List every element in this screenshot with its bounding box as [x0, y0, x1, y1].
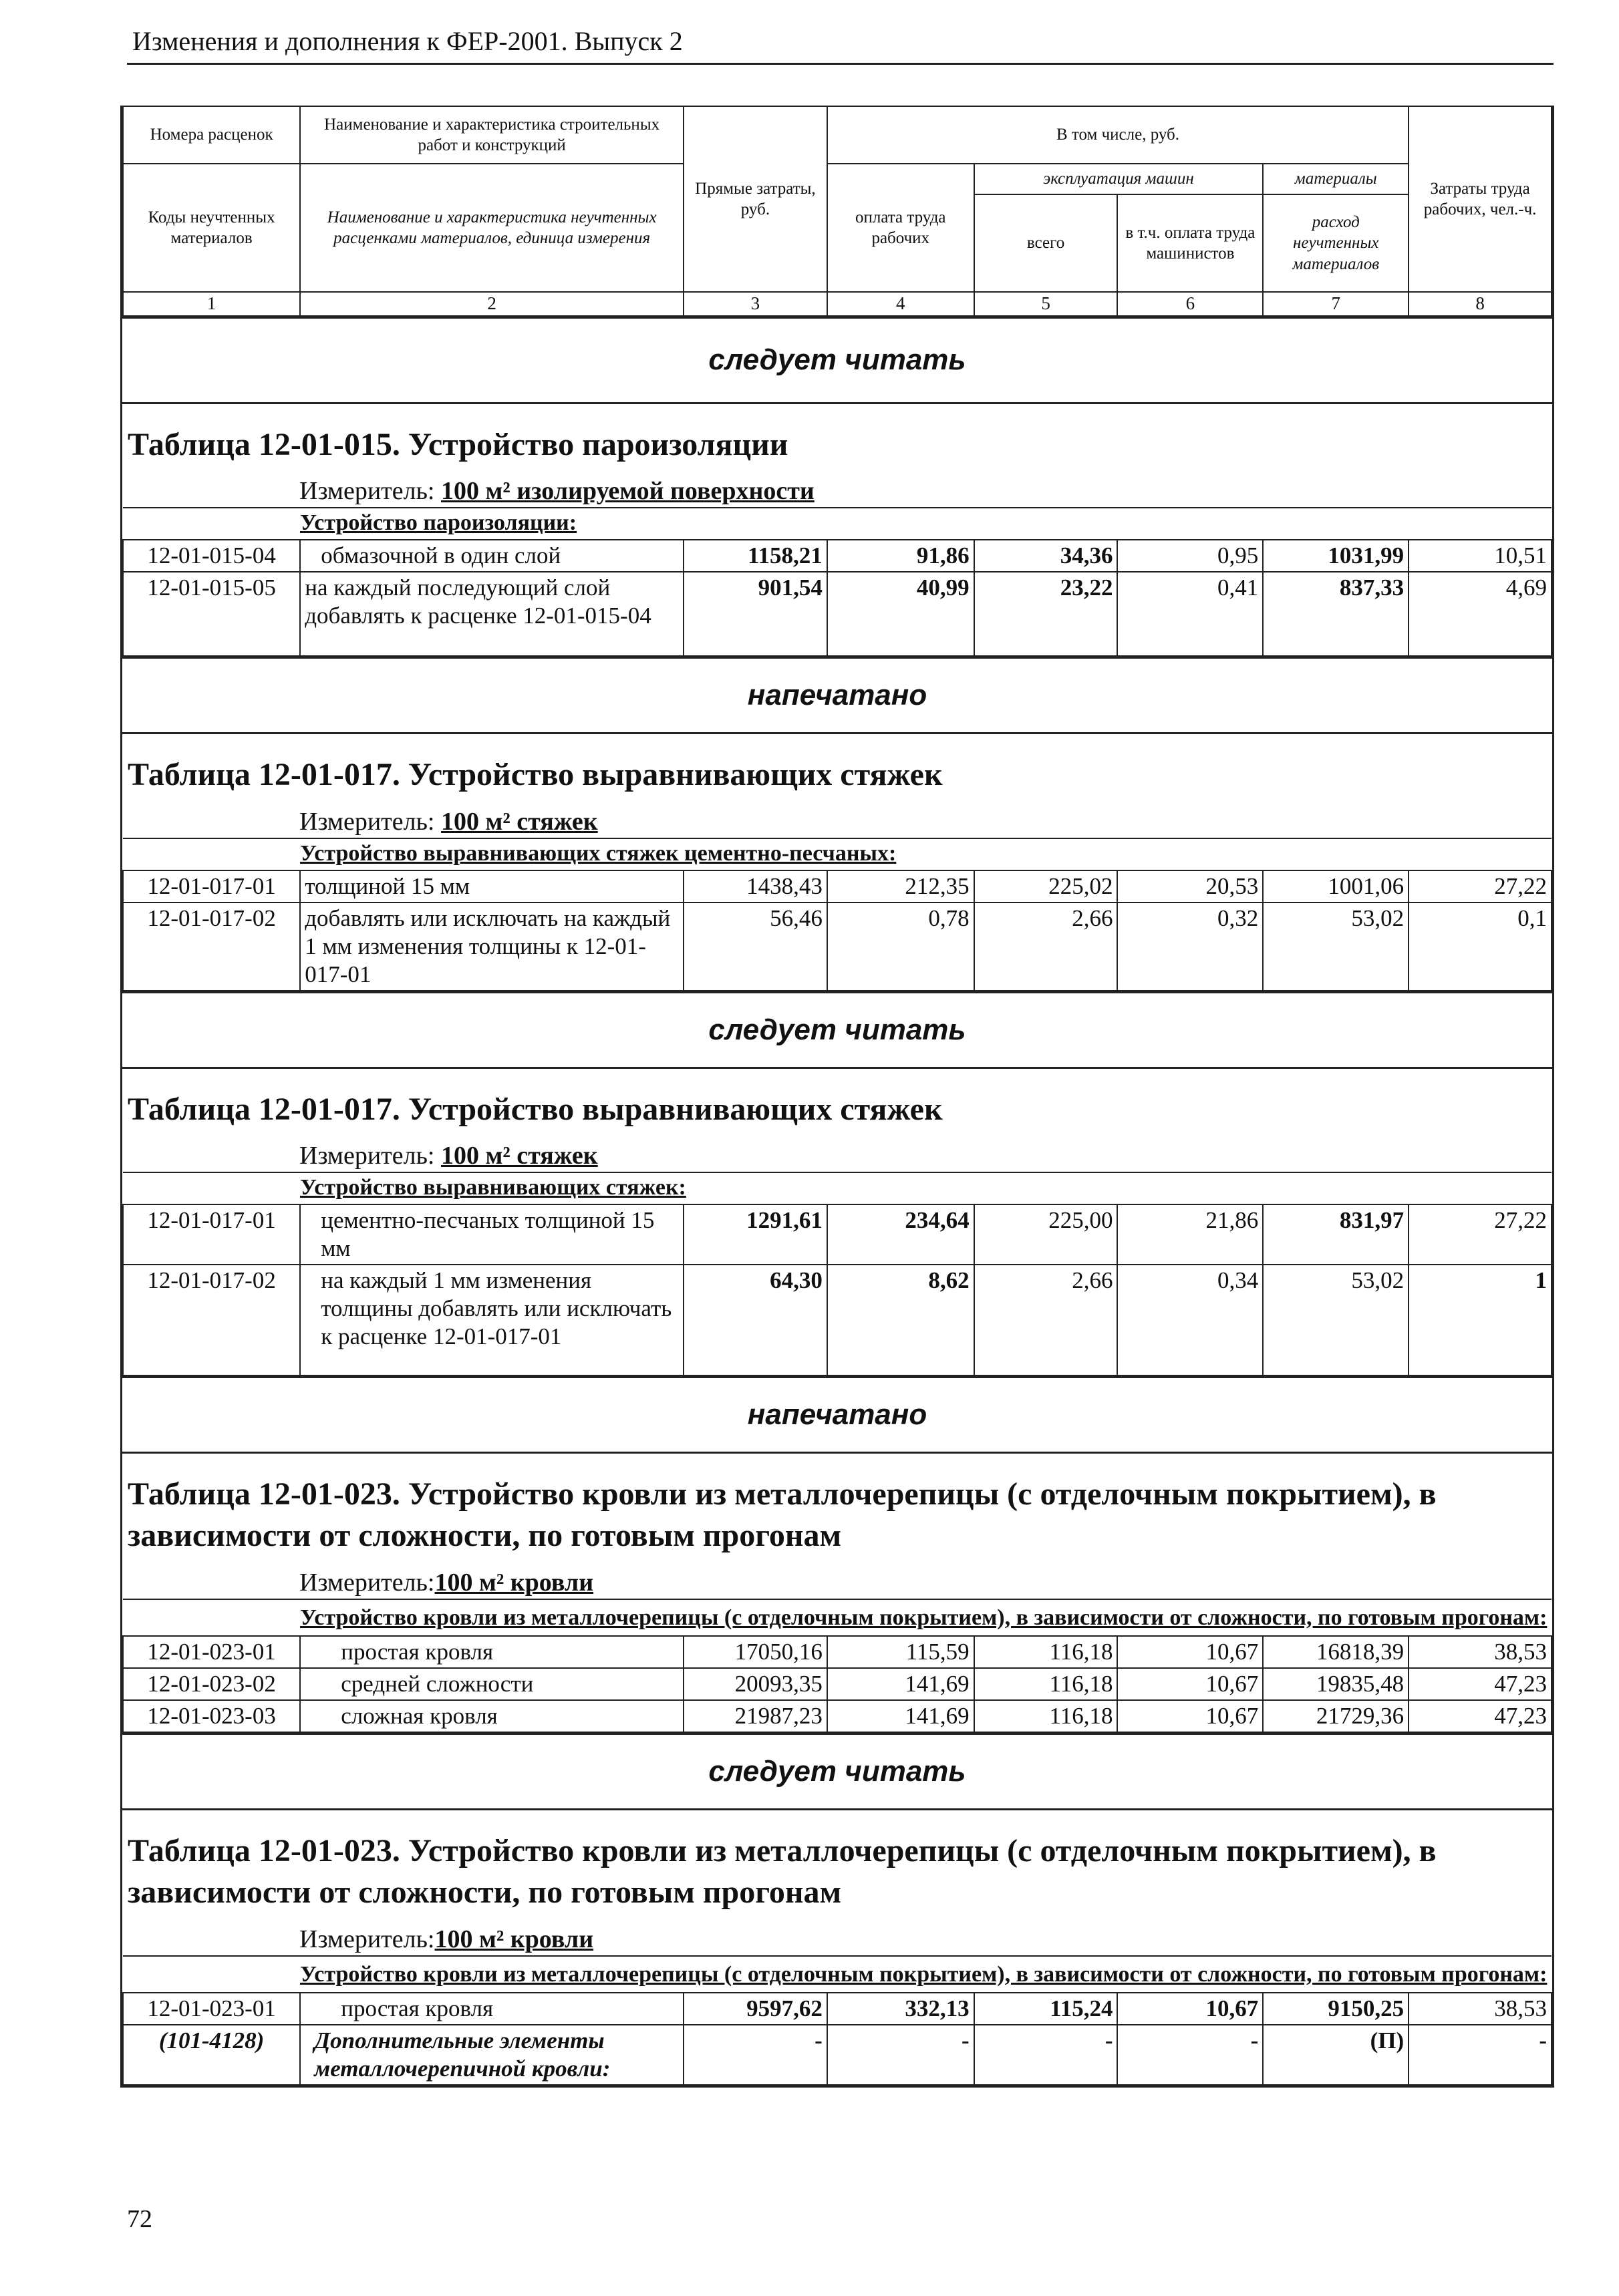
cell-value: -: [684, 2025, 827, 2085]
col-machinist-wages: в т.ч. оплата труда машинистов: [1117, 194, 1263, 292]
cell-value: 10,67: [1117, 1700, 1263, 1732]
cell-value: 115,59: [827, 1636, 974, 1668]
cell-value: 225,00: [974, 1204, 1118, 1265]
cell-value: 16818,39: [1263, 1636, 1409, 1668]
cell-value: 34,36: [974, 540, 1118, 572]
cell-value: 141,69: [827, 1700, 974, 1732]
cell-value: 10,67: [1117, 1636, 1263, 1668]
rates-table: [122, 1599, 1552, 1733]
cell-value: 21987,23: [684, 1700, 827, 1732]
rate-name: цементно-песчаных толщиной 15 мм: [300, 1204, 684, 1265]
group-title: Устройство кровли из металлочерепицы (с отделочным покрытием), в зависимости от сложности, по готовым прогонам:: [123, 1599, 1552, 1636]
cell-value: 332,13: [827, 1993, 974, 2025]
cell-value: 4,69: [1409, 572, 1552, 656]
rate-name: на каждый 1 мм изменения толщины добавлять или исключать к расценке 12-01-017-01: [300, 1265, 684, 1375]
material-code: (101-4128): [123, 2025, 300, 2085]
measure-prefix: Измеритель:: [299, 477, 441, 506]
cell-value: 38,53: [1409, 1993, 1552, 2025]
band-read: следует читать: [122, 1733, 1552, 1808]
band-read: следует читать: [122, 317, 1552, 402]
page-header: Изменения и дополнения к ФЕР-2001. Выпуск 2: [132, 26, 683, 56]
rate-code: 12-01-023-01: [123, 1993, 300, 2025]
rate-code: 12-01-017-01: [123, 1204, 300, 1265]
cell-value: 23,22: [974, 572, 1118, 656]
cell-value: 1001,06: [1263, 870, 1409, 903]
measure-unit: [122, 474, 1552, 507]
section-title: Таблица 12-01-015. Устройство пароизоляции: [122, 402, 1552, 474]
cell-value: 1158,21: [684, 540, 827, 572]
rate-code: 12-01-023-03: [123, 1700, 300, 1732]
col-rate-number: Номера расценок: [123, 106, 300, 164]
measure-unit: [122, 804, 1552, 838]
cell-value: 116,18: [974, 1636, 1118, 1668]
table-row: [123, 903, 1552, 991]
material-name: Дополнительные элементы металлочерепичной кровли:: [300, 2025, 684, 2085]
group-title: Устройство выравнивающих стяжек:: [123, 1172, 1552, 1204]
table-row: [123, 540, 1552, 572]
measure-value: 100 м² кровли: [434, 1568, 594, 1597]
cell-value: 64,30: [684, 1265, 827, 1375]
cell-value: 1291,61: [684, 1204, 827, 1265]
col-num: 6: [1117, 292, 1263, 316]
rate-code: 12-01-023-01: [123, 1636, 300, 1668]
cell-value: 0,41: [1117, 572, 1263, 656]
table-row: [123, 1204, 1552, 1265]
col-num: 8: [1409, 292, 1552, 316]
cell-value: 10,67: [1117, 1668, 1263, 1700]
rate-name: сложная кровля: [300, 1700, 684, 1732]
cell-value: 56,46: [684, 903, 827, 991]
band-read: следует читать: [122, 991, 1552, 1067]
rates-table: [122, 838, 1552, 991]
table-row: [123, 1265, 1552, 1375]
section-title: Таблица 12-01-017. Устройство выравнивающих стяжек: [122, 732, 1552, 804]
cell-value: 116,18: [974, 1700, 1118, 1732]
cell-value: 9150,25: [1263, 1993, 1409, 2025]
cell-value: 53,02: [1263, 903, 1409, 991]
band-printed: напечатано: [122, 657, 1552, 732]
cell-value: 38,53: [1409, 1636, 1552, 1668]
cell-value: 9597,62: [684, 1993, 827, 2025]
measure-value: 100 м² стяжек: [441, 1141, 598, 1170]
cell-value: 0,34: [1117, 1265, 1263, 1375]
measure-unit: [122, 1922, 1552, 1955]
cell-value: 17050,16: [684, 1636, 827, 1668]
page-number: 72: [127, 2205, 152, 2233]
cell-value: 21,86: [1117, 1204, 1263, 1265]
group-title: Устройство пароизоляции:: [123, 508, 1552, 540]
cell-value: 0,1: [1409, 903, 1552, 991]
cell-value: 91,86: [827, 540, 974, 572]
rate-code: 12-01-015-05: [123, 572, 300, 656]
cell-value: 27,22: [1409, 870, 1552, 903]
measure-unit: [122, 1138, 1552, 1172]
cell-value: 20093,35: [684, 1668, 827, 1700]
rate-name: на каждый последующий слой добавлять к расценке 12-01-015-04: [300, 572, 684, 656]
measure-value: 100 м² кровли: [434, 1925, 594, 1953]
rate-code: 12-01-017-02: [123, 1265, 300, 1375]
cell-value: 1: [1409, 1265, 1552, 1375]
col-material-name: Наименование и характеристика неучтенных расценками материалов, единица измерения: [300, 164, 684, 292]
rates-table: [122, 1955, 1552, 2086]
table-row: [123, 1636, 1552, 1668]
column-header-table: [122, 106, 1552, 317]
col-work-name: Наименование и характеристика строительных работ и конструкций: [300, 106, 684, 164]
table-row: [123, 1700, 1552, 1732]
col-num: 5: [974, 292, 1118, 316]
table-row: [123, 1993, 1552, 2025]
rate-code: 12-01-023-02: [123, 1668, 300, 1700]
cell-value: 10,51: [1409, 540, 1552, 572]
group-title: Устройство кровли из металлочерепицы (с отделочным покрытием), в зависимости от сложности, по готовым прогонам:: [123, 1956, 1552, 1993]
cell-value: 0,32: [1117, 903, 1263, 991]
cell-value: 225,02: [974, 870, 1118, 903]
cell-value: 53,02: [1263, 1265, 1409, 1375]
table-row: [123, 1668, 1552, 1700]
rate-name: добавлять или исключать на каждый 1 мм изменения толщины к 12-01-017-01: [300, 903, 684, 991]
section-title: Таблица 12-01-017. Устройство выравнивающих стяжек: [122, 1067, 1552, 1138]
rates-table: [122, 507, 1552, 657]
col-including: В том числе, руб.: [827, 106, 1409, 164]
cell-value: 2,66: [974, 903, 1118, 991]
col-num: 7: [1263, 292, 1409, 316]
col-direct-costs: Прямые затраты, руб.: [684, 106, 827, 292]
cell-value: 141,69: [827, 1668, 974, 1700]
cell-value: -: [1117, 2025, 1263, 2085]
cell-value: 2,66: [974, 1265, 1118, 1375]
measure-prefix: Измеритель:: [299, 807, 441, 836]
cell-value: (П): [1263, 2025, 1409, 2085]
rate-code: 12-01-017-01: [123, 870, 300, 903]
table-row: [123, 870, 1552, 903]
col-material-codes: Коды неучтенных материалов: [123, 164, 300, 292]
measure-prefix: Измеритель:: [299, 1925, 435, 1953]
cell-value: 20,53: [1117, 870, 1263, 903]
header-rule: [127, 63, 1554, 65]
rate-name: средней сложности: [300, 1668, 684, 1700]
section-title: Таблица 12-01-023. Устройство кровли из металлочерепицы (с отделочным покрытием), в зависимости от сложности, по готовым прогонам: [122, 1808, 1552, 1922]
cell-value: 115,24: [974, 1993, 1118, 2025]
cell-value: 19835,48: [1263, 1668, 1409, 1700]
col-num: 3: [684, 292, 827, 316]
document-body: [120, 106, 1554, 2088]
cell-value: 1438,43: [684, 870, 827, 903]
cell-value: 0,95: [1117, 540, 1263, 572]
rate-code: 12-01-017-02: [123, 903, 300, 991]
cell-value: -: [1409, 2025, 1552, 2085]
cell-value: 116,18: [974, 1668, 1118, 1700]
cell-value: 831,97: [1263, 1204, 1409, 1265]
rate-name: простая кровля: [300, 1993, 684, 2025]
col-materials: материалы: [1263, 164, 1409, 194]
cell-value: 901,54: [684, 572, 827, 656]
rate-code: 12-01-015-04: [123, 540, 300, 572]
measure-value: 100 м² стяжек: [441, 807, 598, 836]
measure-prefix: Измеритель:: [299, 1568, 435, 1597]
cell-value: 837,33: [1263, 572, 1409, 656]
measure-unit: [122, 1565, 1552, 1599]
rate-name: обмазочной в один слой: [300, 540, 684, 572]
table-row: [123, 572, 1552, 656]
cell-value: -: [974, 2025, 1118, 2085]
col-machines-total: всего: [974, 194, 1118, 292]
cell-value: 27,22: [1409, 1204, 1552, 1265]
rate-name: толщиной 15 мм: [300, 870, 684, 903]
table-row: [123, 2025, 1552, 2085]
col-material-usage: расход неучтенных материалов: [1263, 194, 1409, 292]
col-labor-costs: Затраты труда рабочих, чел.-ч.: [1409, 106, 1552, 292]
cell-value: 21729,36: [1263, 1700, 1409, 1732]
cell-value: 1031,99: [1263, 540, 1409, 572]
measure-value: 100 м² изолируемой поверхности: [441, 477, 815, 506]
cell-value: 0,78: [827, 903, 974, 991]
col-num: 2: [300, 292, 684, 316]
band-printed: напечатано: [122, 1376, 1552, 1452]
group-title: Устройство выравнивающих стяжек цементно-песчаных:: [123, 838, 1552, 870]
measure-prefix: Измеритель:: [299, 1141, 441, 1170]
col-machines: эксплуатация машин: [974, 164, 1264, 194]
cell-value: 8,62: [827, 1265, 974, 1375]
col-num: 1: [123, 292, 300, 316]
cell-value: 10,67: [1117, 1993, 1263, 2025]
col-num: 4: [827, 292, 974, 316]
cell-value: 212,35: [827, 870, 974, 903]
col-wages: оплата труда рабочих: [827, 164, 974, 292]
cell-value: 40,99: [827, 572, 974, 656]
rate-name: простая кровля: [300, 1636, 684, 1668]
cell-value: 47,23: [1409, 1700, 1552, 1732]
cell-value: 234,64: [827, 1204, 974, 1265]
cell-value: -: [827, 2025, 974, 2085]
cell-value: 47,23: [1409, 1668, 1552, 1700]
section-title: Таблица 12-01-023. Устройство кровли из металлочерепицы (с отделочным покрытием), в зависимости от сложности, по готовым прогонам: [122, 1452, 1552, 1565]
rates-table: [122, 1172, 1552, 1376]
